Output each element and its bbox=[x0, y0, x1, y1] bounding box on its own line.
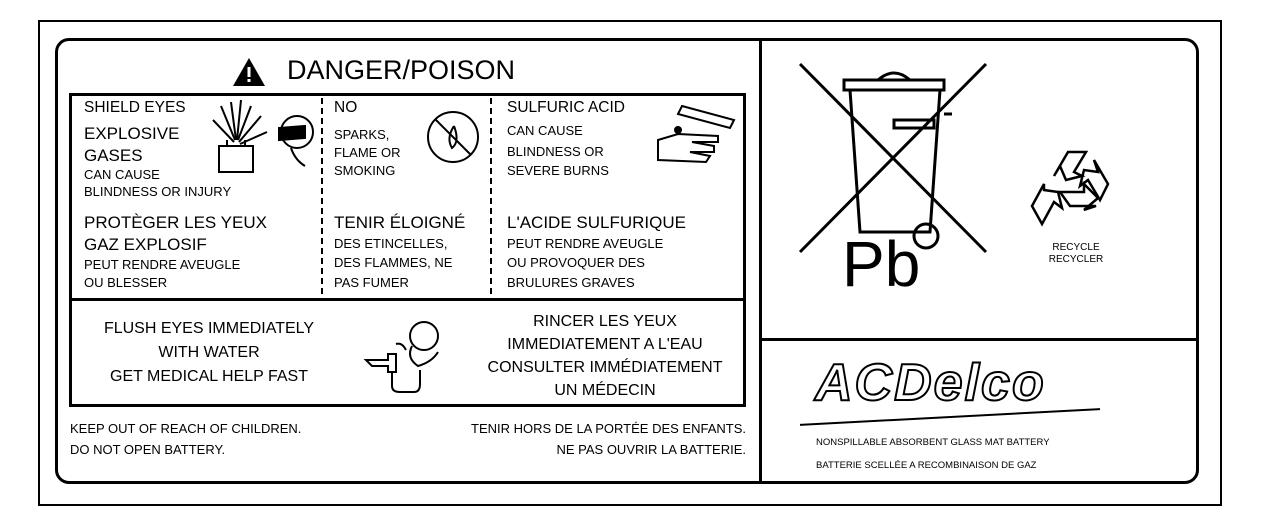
fr-blind-text: PEUT RENDRE AVEUGLE bbox=[84, 257, 241, 272]
fr-sparks-text: DES ETINCELLES, bbox=[334, 236, 448, 251]
battery-type-text: NONSPILLABLE ABSORBENT GLASS MAT BATTERY bbox=[816, 437, 1050, 448]
fr-acid-grave-text: BRULURES GRAVES bbox=[507, 275, 635, 290]
can-cause-text: CAN CAUSE bbox=[84, 167, 160, 182]
do-not-open-text: DO NOT OPEN BATTERY. bbox=[70, 442, 226, 457]
fr-smoke-text: PAS FUMER bbox=[334, 275, 409, 290]
page-title: DANGER/POISON bbox=[287, 55, 516, 85]
fr-doctor-text: UN MÉDECIN bbox=[554, 382, 656, 399]
column-divider bbox=[490, 98, 492, 294]
fr-acid-burn-text: OU PROVOQUER DES bbox=[507, 255, 645, 270]
fr-acid-blind-text: PEUT RENDRE AVEUGLE bbox=[507, 236, 664, 251]
fr-battery-type-text: BATTERIE SCELLÉE A RECOMBINAISON DE GAZ bbox=[816, 460, 1037, 471]
warning-triangle-icon bbox=[232, 57, 266, 87]
acid-burns-text: SEVERE BURNS bbox=[507, 163, 609, 178]
acid-blind-text: BLINDNESS OR bbox=[507, 144, 604, 159]
explosive-text: EXPLOSIVE bbox=[84, 124, 180, 143]
medical-help-text: GET MEDICAL HELP FAST bbox=[110, 368, 308, 385]
eyewash-icon bbox=[362, 316, 462, 396]
column-divider bbox=[321, 98, 323, 294]
acid-hand-icon bbox=[648, 100, 738, 168]
sulfuric-acid-text: SULFURIC ACID bbox=[507, 99, 625, 116]
vertical-divider bbox=[759, 39, 762, 482]
fr-injure-text: OU BLESSER bbox=[84, 275, 168, 290]
fr-gas-text: GAZ EXPLOSIF bbox=[84, 235, 207, 254]
fr-flames-text: DES FLAMMES, NE bbox=[334, 255, 453, 270]
fr-immediately-text: IMMEDIATEMENT A L'EAU bbox=[507, 336, 703, 353]
warning-row-divider bbox=[70, 298, 745, 301]
recycler-label: RECYCLER bbox=[1048, 254, 1104, 265]
recycle-label: RECYCLE bbox=[1052, 242, 1100, 253]
sparks-text: SPARKS, bbox=[334, 127, 390, 142]
keep-out-text: KEEP OUT OF REACH OF CHILDREN. bbox=[70, 421, 302, 436]
fr-protect-text: PROTÈGER LES YEUX bbox=[84, 213, 267, 232]
flush-eyes-text: FLUSH EYES IMMEDIATELY bbox=[103, 320, 315, 337]
fr-acid-text: L'ACIDE SULFURIQUE bbox=[507, 213, 686, 232]
fr-consult-text: CONSULTER IMMÉDIATEMENT bbox=[487, 359, 723, 376]
shield-eyes-text: SHIELD EYES bbox=[84, 99, 186, 116]
lead-symbol: Pb bbox=[842, 228, 921, 300]
no-text: NO bbox=[334, 99, 358, 116]
fr-rinse-text: RINCER LES YEUX bbox=[533, 313, 677, 330]
flame-text: FLAME OR bbox=[334, 145, 401, 160]
no-flame-icon bbox=[424, 108, 482, 166]
blindness-text: BLINDNESS OR INJURY bbox=[84, 184, 232, 199]
fr-do-not-open-text: NE PAS OUVRIR LA BATTERIE. bbox=[556, 442, 746, 457]
explosion-goggles-icon bbox=[205, 96, 317, 188]
gases-text: GASES bbox=[84, 146, 143, 165]
acid-cause-text: CAN CAUSE bbox=[507, 123, 583, 138]
with-water-text: WITH WATER bbox=[158, 344, 260, 361]
fr-keep-away-text: TENIR ÉLOIGNÉ bbox=[334, 213, 466, 232]
acdelco-logo: ACDelco bbox=[815, 354, 1046, 412]
recycle-icon bbox=[1024, 140, 1128, 232]
fr-keep-out-text: TENIR HORS DE LA PORTÉE DES ENFANTS. bbox=[471, 421, 746, 436]
horizontal-divider bbox=[761, 338, 1197, 341]
smoking-text: SMOKING bbox=[334, 163, 396, 178]
